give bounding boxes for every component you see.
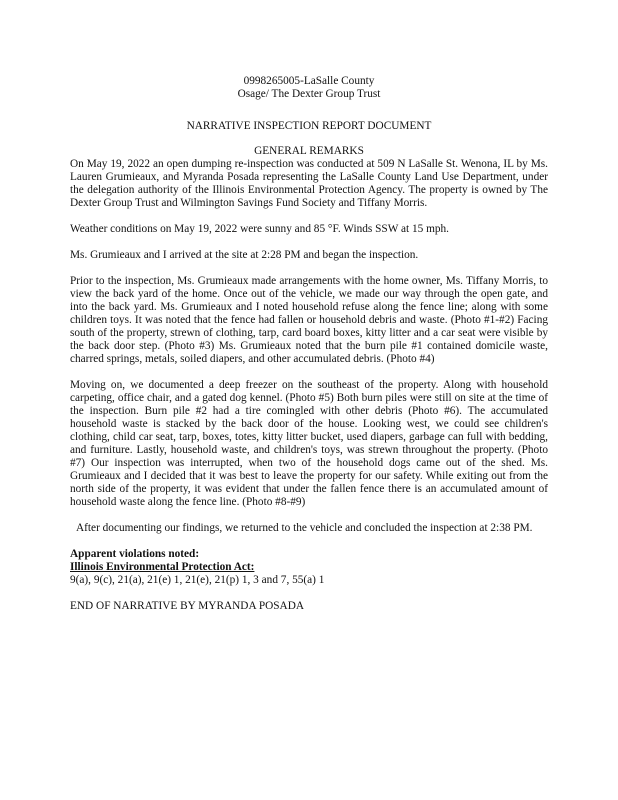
intro-paragraph: On May 19, 2022 an open dumping re-inspection was conducted at 509 N LaSalle St. Wenona, IL by Ms. Lauren Grumieaux, and Myranda Posada representing the LaSalle County Land Use Department, under the delegation authority of the Illinois Environmental Protection Agency. The property is owned by The Dexter Group Trust and Wilmington Savings Fund Society and Tiffany Morris. [70, 158, 548, 209]
narrative-body [70, 158, 548, 613]
act-name: Illinois Environmental Protection Act: [70, 561, 255, 573]
arrival-paragraph: Ms. Grumieaux and I arrived at the site at 2:28 PM and began the inspection. [70, 249, 419, 261]
moving-paragraph: Moving on, we documented a deep freezer on the southeast of the property. Along with household carpeting, office chair, and a gated dog kennel. (Photo #5) Both burn piles were still on site at the time of the inspection. Burn pile #2 had a tire comingled with other debris (Photo #6). The accumulated household waste is stacked by the back door of the house. Looking west, we could see children's clothing, child car seat, tarp, boxes, totes, kitty litter bucket, used diapers, garbage can full with bedding, and furniture. Lastly, household waste, and children's toys, was strewn throughout the property. (Photo #7) Our inspection was interrupted, when two of the household dogs came out of the shed. Ms. Grumieaux and I decided that it was best to leave the property for our safety. While exiting out from the north side of the property, it was evident that under the fallen fence there is an accumulated amount of household waste along the fence line. (Photo #8-#9) [70, 379, 548, 508]
section-heading: GENERAL REMARKS [254, 145, 364, 157]
weather-paragraph: Weather conditions on May 19, 2022 were sunny and 85 °F. Winds SSW at 15 mph. [70, 223, 449, 235]
after-text: After documenting our findings, we returned to the vehicle and concluded the inspection at 2:38 PM. [76, 522, 533, 534]
site-name: Osage/ The Dexter Group Trust [237, 88, 381, 100]
after-paragraph [70, 522, 548, 535]
violations-heading: Apparent violations noted: [70, 548, 200, 560]
document-title: NARRATIVE INSPECTION REPORT DOCUMENT [186, 120, 432, 132]
case-number: 0998265005-LaSalle County [243, 75, 375, 87]
violation-sections: 9(a), 9(c), 21(a), 21(e) 1, 21(e), 21(p) 1, 3 and 7, 55(a) 1 [70, 574, 325, 586]
document-header [70, 75, 548, 101]
prior-paragraph: Prior to the inspection, Ms. Grumieaux made arrangements with the home owner, Ms. Tiffany Morris, to view the back yard of the home. Once out of the vehicle, we made our way through the open gate, and into the back yard. Ms. Grumieaux and I noted household refuse along the fence line; along with some children toys. It was noted that the fence had fallen or household debris and waste. (Photo #1-#2) Facing south of the property, strewn of clothing, tarp, card board boxes, kitty litter and a car seat were visible by the back door step. (Photo #3) Ms. Grumieaux noted that the burn pile #1 contained domicile waste, charred springs, metals, soiled diapers, and other accumulated debris. (Photo #4) [70, 275, 548, 365]
closing-line: END OF NARRATIVE BY MYRANDA POSADA [70, 600, 305, 612]
